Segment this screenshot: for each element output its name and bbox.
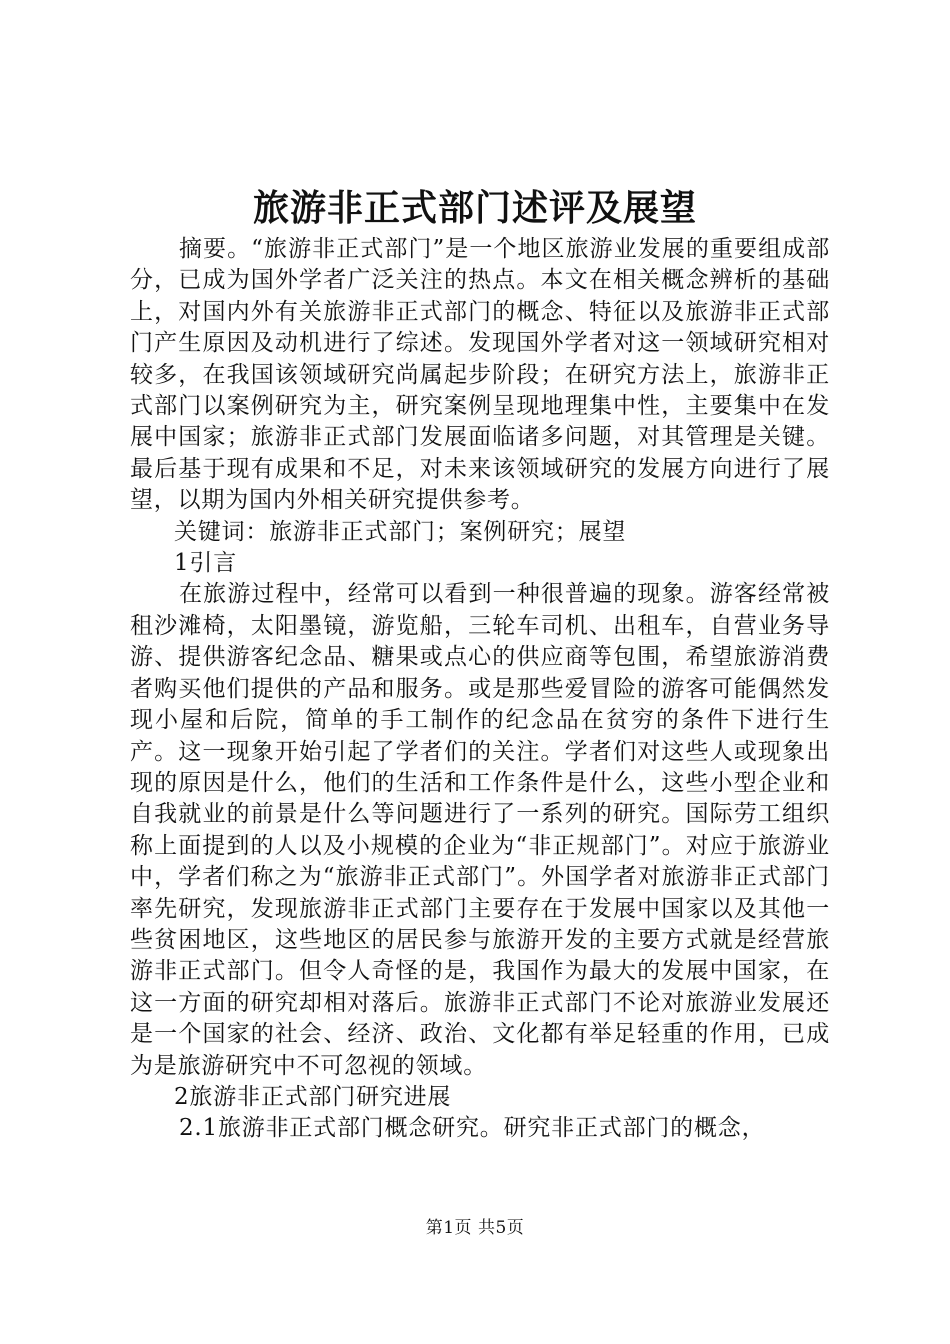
section-2-heading: 2旅游非正式部门研究进展 — [174, 1083, 452, 1110]
document-title: 旅游非正式部门述评及展望 — [252, 187, 697, 229]
document-body — [130, 234, 830, 1145]
keywords-line: 关键词：旅游非正式部门；案例研究；展望 — [174, 518, 627, 545]
section-1-paragraph: 在旅游过程中，经常可以看到一种很普遍的现象。游客经常被租沙滩椅，太阳墨镜，游览船，三轮车司机、出租车，自营业务导游、提供游客纪念品、糖果或点心的供应商等包围，希望旅游消费者购买他们提供的产品和服务。或是那些爱冒险的游客可能偶然发现小屋和后院，简单的手工制作的纪念品在贫穷的条件下进行生产。这一现象开始引起了学者们的关注。学者们对这些人或现象出现的原因是什么，他们的生活和工作条件是什么，这些小型企业和自我就业的前景是什么等问题进行了一系列的研究。国际劳工组织称上面提到的人以及小规模的企业为“非正规部门”。对应于旅游业中，学者们称之为“旅游非正式部门”。外国学者对旅游非正式部门率先研究，发现旅游非正式部门主要存在于发展中国家以及其他一些贫困地区，这些地区的居民参与旅游开发的主要方式就是经营旅游非正式部门。但令人奇怪的是，我国作为最大的发展中国家，在这一方面的研究却相对落后。旅游非正式部门不论对旅游业发展还是一个国家的社会、经济、政治、文化都有举足轻重的作用，已成为是旅游研究中不可忽视的领域。 — [130, 581, 830, 1079]
page-indicator: 第1页 共5页 — [425, 1218, 525, 1238]
section-2-1-paragraph: 2.1旅游非正式部门概念研究。研究非正式部门的概念， — [179, 1115, 766, 1142]
section-1-heading: 1引言 — [174, 550, 238, 577]
abstract-paragraph: 摘要。“旅游非正式部门”是一个地区旅游业发展的重要组成部分，已成为国外学者广泛关注的热点。本文在相关概念辨析的基础上，对国内外有关旅游非正式部门的概念、特征以及旅游非正式部门产生原因及动机进行了综述。发现国外学者对这一领域研究相对较多，在我国该领域研究尚属起步阶段；在研究方法上，旅游非正式部门以案例研究为主，研究案例呈现地理集中性，主要集中在发展中国家；旅游非正式部门发展面临诸多问题，对其管理是关键。最后基于现有成果和不足，对未来该领域研究的发展方向进行了展望，以期为国内外相关研究提供参考。 — [130, 236, 830, 514]
